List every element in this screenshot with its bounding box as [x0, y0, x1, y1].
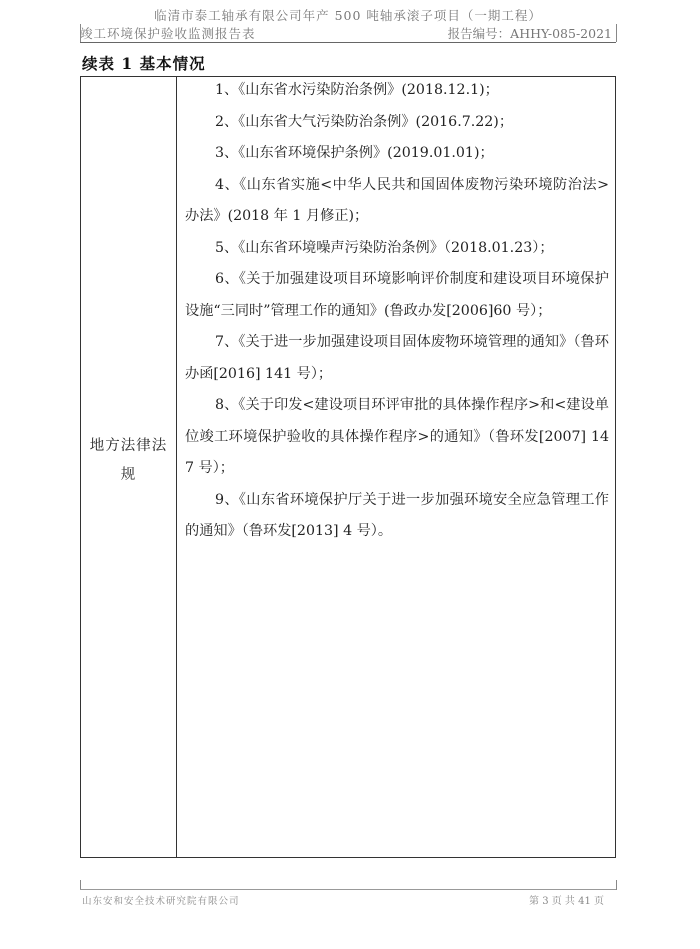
- regulation-item: 4、《山东省实施<中华人民共和国固体废物污染环境防治法>办法》(2018 年 1 月修正)；: [185, 176, 609, 224]
- column-divider: [176, 77, 177, 857]
- regulation-item: 9、《山东省环境保护厅关于进一步加强环境安全应急管理工作的通知》（鲁环发[2013] 4 号）。: [185, 491, 609, 539]
- regulation-item: 2、《山东省大气污染防治条例》(2016.7.22)；: [215, 113, 514, 130]
- regulation-item: 5、《山东省环境噪声污染防治条例》（2018.01.23）；: [215, 239, 554, 256]
- regulation-item: 8、《关于印发<建设项目环评审批的具体操作程序>和<建设单位竣工环境保护验收的具体操作程序>的通知》（鲁环发[2007] 147 号）；: [185, 397, 609, 476]
- regulation-item: 7、《关于进一步加强建设项目固体废物环境管理的通知》（鲁环办函[2016] 141 号）；: [185, 334, 609, 382]
- regulation-item: 3、《山东省环境保护条例》(2019.01.01)；: [215, 145, 494, 161]
- header-rule-tick-left: [80, 24, 81, 42]
- report-header-title: 竣工环境保护验收监测报告表: [80, 26, 256, 41]
- regulation-item: 1、《山东省水污染防治条例》(2018.12.1)；: [215, 82, 499, 98]
- row-label-local-regulations: [81, 432, 176, 490]
- footer-rule: [80, 889, 616, 890]
- report-header-project: 临清市泰工轴承有限公司年产 500 吨轴承滚子项目（一期工程）: [154, 8, 542, 23]
- page-number: 第 3 页 共 41 页: [529, 896, 604, 907]
- section-title: 续表 1 基本情况: [82, 54, 206, 73]
- report-number: 报告编号：AHHY-085-2021: [447, 26, 612, 41]
- basic-info-table: [80, 76, 616, 858]
- report-header-row: [80, 24, 616, 42]
- header-rule-tick-right: [616, 24, 617, 42]
- regulation-item: 6、《关于加强建设项目环境影响评价制度和建设项目环境保护设施“三同时”管理工作的通知》(鲁政办发[2006]60 号）；: [185, 271, 609, 319]
- row-label-line-1: 地方法律法: [89, 438, 168, 454]
- regulations-list: [185, 75, 609, 548]
- footer-organization: 山东安和安全技术研究院有限公司: [82, 896, 240, 907]
- row-label-line-2: 规: [120, 467, 137, 483]
- footer-rule-tick-right: [616, 880, 617, 890]
- header-rule: [80, 42, 616, 43]
